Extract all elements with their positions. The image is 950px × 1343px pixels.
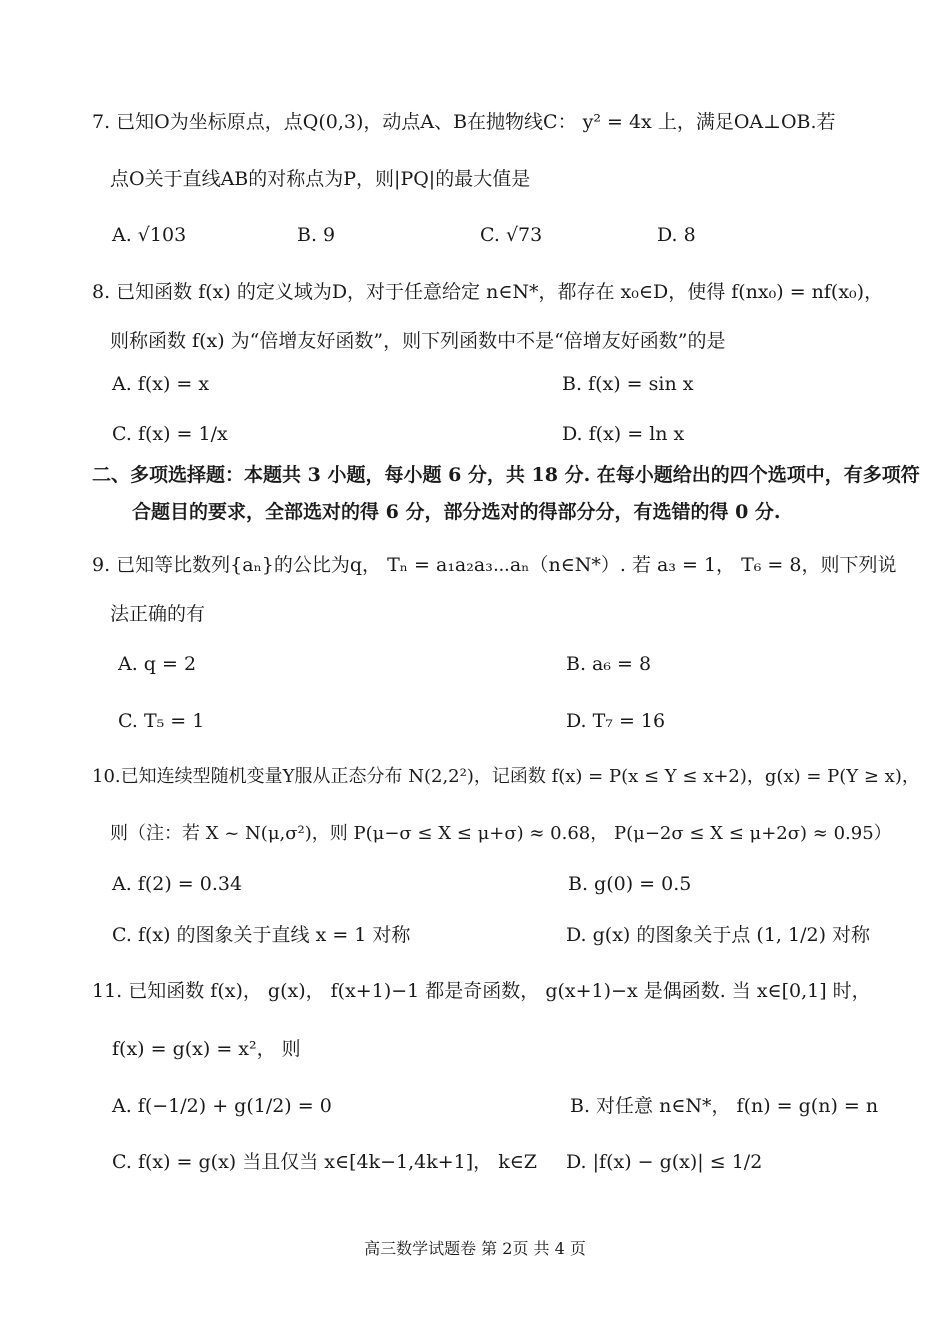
q11-option-d: D. |f(x) − g(x)| ≤ 1/2 <box>566 1151 763 1173</box>
page-footer: 高三数学试题卷 第 2页 共 4 页 <box>364 1239 586 1258</box>
q10-stem-line2: 则（注：若 X ~ N(μ,σ²)，则 P(μ−σ ≤ X ≤ μ+σ) ≈ 0.68， P(μ−2σ ≤ X ≤ μ+2σ) ≈ 0.95） <box>110 823 892 844</box>
q11-option-c: C. f(x) = g(x) 当且仅当 x∈[4k−1,4k+1]， k∈Z <box>112 1151 537 1173</box>
q8-option-a: A. f(x) = x <box>112 373 210 395</box>
q9-option-a: A. q = 2 <box>118 653 197 675</box>
q10-stem-line1: 10.已知连续型随机变量Y服从正态分布 N(2,2²)，记函数 f(x) = P(x ≤ Y ≤ x+2)，g(x) = P(Y ≥ x)， <box>92 766 920 787</box>
q7-stem-line2: 点O关于直线AB的对称点为P，则|PQ|的最大值是 <box>110 168 531 190</box>
q7-option-a: A. √103 <box>112 224 187 246</box>
q8-option-d: D. f(x) = ln x <box>562 423 685 445</box>
section-2-line1: 二、多项选择题：本题共 3 小题，每小题 6 分，共 18 分. 在每小题给出的四个选项中，有多项符 <box>92 464 920 486</box>
q10-option-a: A. f(2) = 0.34 <box>112 873 243 895</box>
q10-option-c: C. f(x) 的图象关于直线 x = 1 对称 <box>112 924 411 946</box>
q11-stem-line1: 11. 已知函数 f(x)， g(x)， f(x+1)−1 都是奇函数， g(x+1)−x 是偶函数. 当 x∈[0,1] 时， <box>92 980 871 1002</box>
q7-option-c: C. √73 <box>480 224 543 246</box>
section-2-line2: 合题目的要求，全部选对的得 6 分，部分选对的得部分分，有选错的得 0 分. <box>132 501 781 523</box>
q10-option-d: D. g(x) 的图象关于点 (1, 1/2) 对称 <box>566 924 871 946</box>
q8-option-c: C. f(x) = 1/x <box>112 423 228 445</box>
q9-stem-line2: 法正确的有 <box>110 603 206 625</box>
q10-option-b: B. g(0) = 0.5 <box>568 873 692 895</box>
q11-stem-line2: f(x) = g(x) = x²， 则 <box>112 1038 301 1060</box>
q11-option-b: B. 对任意 n∈N*， f(n) = g(n) = n <box>570 1095 879 1117</box>
q9-option-c: C. T₅ = 1 <box>118 710 205 732</box>
q8-stem-line1: 8. 已知函数 f(x) 的定义域为D，对于任意给定 n∈N*，都存在 x₀∈D，使得 f(nx₀) = nf(x₀)， <box>92 281 884 303</box>
q9-option-b: B. a₆ = 8 <box>566 653 652 675</box>
q7-option-d: D. 8 <box>657 224 696 246</box>
q7-stem-line1: 7. 已知O为坐标原点，点Q(0,3)，动点A、B在抛物线C： y² = 4x 上，满足OA⊥OB.若 <box>92 111 836 133</box>
q8-option-b: B. f(x) = sin x <box>562 373 694 395</box>
q9-stem-line1: 9. 已知等比数列{aₙ}的公比为q， Tₙ = a₁a₂a₃⋯aₙ（n∈N*）. 若 a₃ = 1， T₆ = 8，则下列说 <box>92 554 897 576</box>
q11-option-a: A. f(−1/2) + g(1/2) = 0 <box>112 1095 332 1117</box>
q8-stem-line2: 则称函数 f(x) 为“倍增友好函数”，则下列函数中不是“倍增友好函数”的是 <box>110 330 726 352</box>
q9-option-d: D. T₇ = 16 <box>566 710 666 732</box>
q7-option-b: B. 9 <box>297 224 336 246</box>
